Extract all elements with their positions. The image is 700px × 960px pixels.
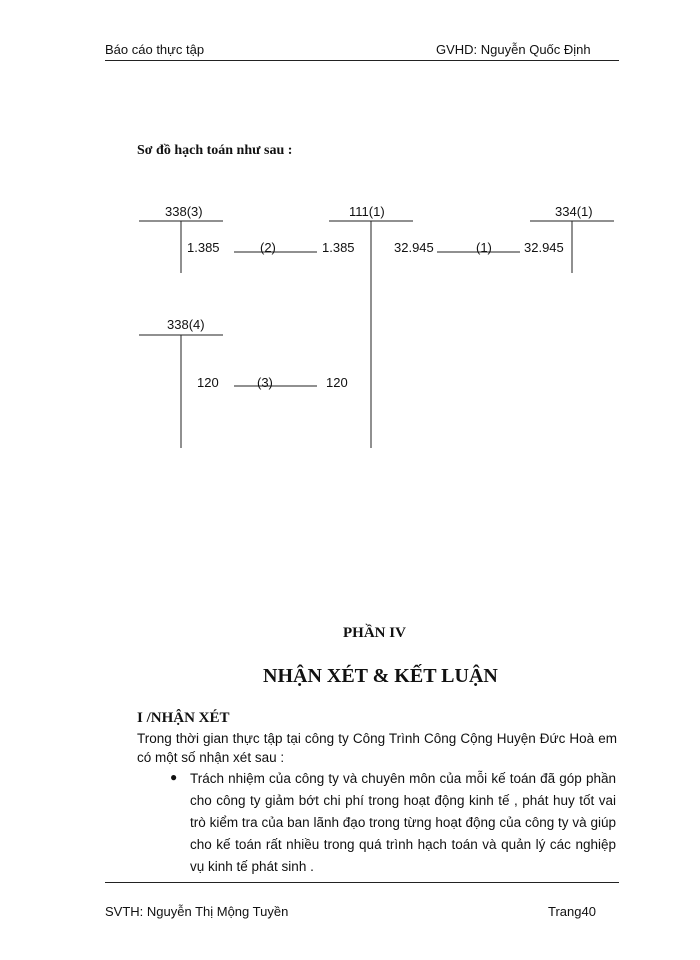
subheading: I /NHẬN XÉT [137, 710, 230, 726]
entry-1-left-amount: 32.945 [394, 240, 434, 255]
entry-2-left-amount: 1.385 [187, 240, 220, 255]
header-right: GVHD: Nguyễn Quốc Định [436, 42, 591, 57]
account-338-4-label: 338(4) [167, 317, 205, 332]
entry-1-right-amount: 32.945 [524, 240, 564, 255]
entry-1-number: (1) [476, 240, 492, 255]
bullet-dot: ● [170, 770, 178, 784]
account-338-3-label: 338(3) [165, 204, 203, 219]
entry-3-number: (3) [257, 375, 273, 390]
part-heading: PHẦN IV [343, 625, 406, 641]
bullet-item: Trách nhiệm của công ty và chuyên môn của mỗi kế toán đã góp phần cho công ty giảm bớt chi phí trong hoạt động kinh tế , phát huy tốt vai trò kiểm tra của ban lãnh đạo trong từng hoạt động của công ty và giúp cho kế toán rất nhiều trong quá trình hạch toán và quản lý các nghiệp vụ kinh tế phát sinh . [190, 771, 616, 874]
footer-right: Trang40 [548, 904, 596, 919]
header-left: Báo cáo thực tập [105, 42, 205, 57]
footer-left: SVTH: Nguyễn Thị Mộng Tuyền [105, 904, 289, 919]
entry-3-right-amount: 120 [326, 375, 348, 390]
entry-3-left-amount: 120 [197, 375, 219, 390]
account-111-1-label: 111(1) [349, 204, 385, 219]
entry-2-right-amount: 1.385 [322, 240, 355, 255]
section-title: NHẬN XÉT & KẾT LUẬN [263, 665, 498, 687]
intro-paragraph: Trong thời gian thực tập tại công ty Công Trình Công Cộng Huyện Đức Hoà em có một số nhận xét sau : [137, 731, 617, 765]
diagram-title: Sơ đồ hạch toán như sau : [137, 143, 293, 158]
account-334-1-label: 334(1) [555, 204, 593, 219]
footer-rule [105, 882, 619, 883]
entry-2-number: (2) [260, 240, 276, 255]
